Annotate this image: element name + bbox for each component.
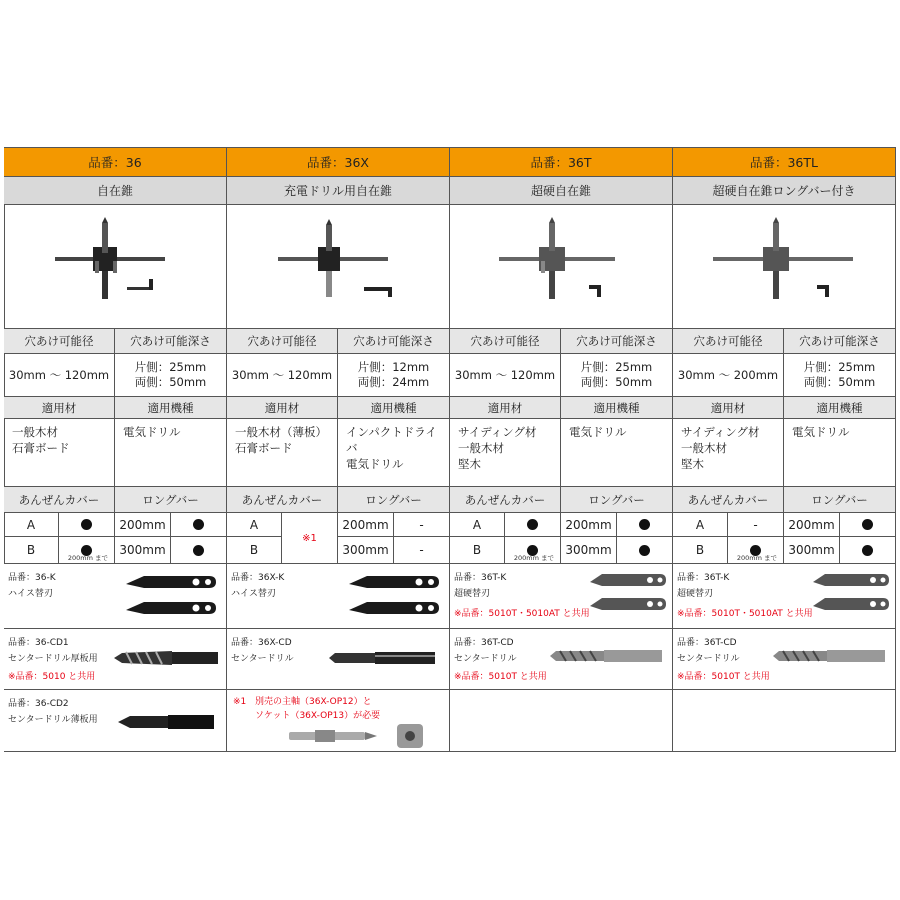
- bar-a: [840, 513, 896, 537]
- blade-part: [450, 564, 673, 629]
- bar-b: [840, 537, 896, 564]
- product-image: [450, 205, 673, 329]
- bar-label: ロングバー: [561, 487, 673, 513]
- diameter-label: 穴あけ可能径: [673, 329, 784, 354]
- blade-code: 品番：36T-K: [454, 573, 507, 583]
- machine-label: 適用機種: [784, 397, 896, 419]
- machine-value: 電気ドリル: [784, 419, 896, 487]
- blade-image: [347, 570, 442, 622]
- depth-value: 片側：12mm 両側：24mm: [338, 354, 450, 397]
- cover-label: あんぜんカバー: [450, 487, 561, 513]
- product-name: 超硬自在錐ロングバー付き: [673, 177, 896, 205]
- model-header: 品番：36X: [227, 148, 450, 177]
- center-drill-image: [112, 647, 220, 669]
- cover-label: あんぜんカバー: [227, 487, 338, 513]
- yes-dot: [639, 519, 650, 530]
- center-drill-note: ※品番：5010T と共用: [677, 672, 770, 682]
- row-a-label: A: [450, 513, 505, 537]
- diameter-label: 穴あけ可能径: [450, 329, 561, 354]
- cover-label: あんぜんカバー: [4, 487, 115, 513]
- center-drill-name: センタードリル: [231, 654, 294, 664]
- yes-dot: [639, 545, 650, 556]
- extra-note-1: 別売の主軸（36X-OP12）と: [255, 697, 372, 707]
- bar-b: [171, 537, 227, 564]
- material-label: 適用材: [4, 397, 115, 419]
- depth-label: 穴あけ可能深さ: [561, 329, 673, 354]
- empty-part: [450, 690, 673, 752]
- cover-b: [728, 537, 784, 564]
- bar-b-length: 300mm: [784, 537, 840, 564]
- bar-a: -: [394, 513, 450, 537]
- diameter-label: 穴あけ可能径: [4, 329, 115, 354]
- center-drill-name: センタードリル厚板用: [8, 654, 98, 664]
- bar-a-length: 200mm: [784, 513, 840, 537]
- material-value: 一般木材（薄板） 石膏ボード: [227, 419, 338, 487]
- blade-name: 超硬替刃: [677, 589, 714, 599]
- row-b-label: B: [227, 537, 282, 564]
- depth-value: 片側：25mm 両側：50mm: [784, 354, 896, 397]
- blade-note: ※品番：5010T・5010AT と共用: [677, 609, 813, 619]
- diameter-value: 30mm 〜 120mm: [4, 354, 115, 397]
- row-a-label: A: [673, 513, 728, 537]
- machine-label: 適用機種: [561, 397, 673, 419]
- bar-a-length: 200mm: [115, 513, 171, 537]
- cover-b-note: 200mm まで: [67, 554, 108, 562]
- center-drill-image: [548, 645, 664, 667]
- center-drill-code: 品番：36T-CD: [454, 638, 514, 648]
- yes-dot: [193, 519, 204, 530]
- center-drill-part: [4, 629, 227, 690]
- cover-label: あんぜんカバー: [673, 487, 784, 513]
- product-image: [227, 205, 450, 329]
- blade-code: 品番：36T-K: [677, 573, 730, 583]
- depth-label: 穴あけ可能深さ: [338, 329, 450, 354]
- yes-dot: [193, 545, 204, 556]
- bar-label: ロングバー: [115, 487, 227, 513]
- empty-part: [673, 690, 896, 752]
- blade-part: [4, 564, 227, 629]
- depth-label: 穴あけ可能深さ: [784, 329, 896, 354]
- row-b-label: B: [450, 537, 505, 564]
- extra-code: 品番：36-CD2: [8, 699, 69, 709]
- bar-b: [617, 537, 673, 564]
- extra-name: センタードリル薄板用: [8, 715, 98, 725]
- shaft-socket-image: [285, 722, 445, 750]
- bar-a: [617, 513, 673, 537]
- diameter-value: 30mm 〜 120mm: [227, 354, 338, 397]
- diameter-label: 穴あけ可能径: [227, 329, 338, 354]
- blade-name: ハイス替刃: [8, 589, 53, 599]
- machine-value: インパクトドライバ 電気ドリル: [338, 419, 450, 487]
- row-a-label: A: [4, 513, 59, 537]
- hole-cutter-image: [45, 217, 185, 317]
- center-drill-image: [771, 645, 887, 667]
- yes-dot: [527, 519, 538, 530]
- bar-b: -: [394, 537, 450, 564]
- material-value: サイディング材 一般木材 堅木: [673, 419, 784, 487]
- bar-a: [171, 513, 227, 537]
- blade-code: 品番：36-K: [8, 573, 56, 583]
- product-image: [4, 205, 227, 329]
- product-name: 充電ドリル用自在錐: [227, 177, 450, 205]
- depth-label: 穴あけ可能深さ: [115, 329, 227, 354]
- model-header: 品番：36T: [450, 148, 673, 177]
- cover-b: [59, 537, 115, 564]
- cover-merged-note: ※1: [282, 513, 338, 564]
- product-image: [673, 205, 896, 329]
- depth-value: 片側：25mm 両側：50mm: [115, 354, 227, 397]
- model-header: 品番：36TL: [673, 148, 896, 177]
- center-drill-note: ※品番：5010T と共用: [454, 672, 547, 682]
- extra-part: [4, 690, 227, 752]
- bar-b-length: 300mm: [561, 537, 617, 564]
- center-drill-code: 品番：36X-CD: [231, 638, 292, 648]
- diameter-value: 30mm 〜 120mm: [450, 354, 561, 397]
- yes-dot: [862, 545, 873, 556]
- hole-cutter-image: [709, 217, 859, 317]
- row-b-label: B: [673, 537, 728, 564]
- cover-b-note: 200mm まで: [736, 554, 777, 562]
- center-drill-part: [450, 629, 673, 690]
- blade-image: [588, 570, 668, 616]
- blade-name: ハイス替刃: [231, 589, 276, 599]
- cover-b-note: 200mm まで: [513, 554, 554, 562]
- machine-label: 適用機種: [115, 397, 227, 419]
- machine-value: 電気ドリル: [561, 419, 673, 487]
- machine-value: 電気ドリル: [115, 419, 227, 487]
- bar-a-length: 200mm: [338, 513, 394, 537]
- material-value: 一般木材 石膏ボード: [4, 419, 115, 487]
- blade-name: 超硬替刃: [454, 589, 491, 599]
- hole-cutter-image: [491, 217, 631, 317]
- center-drill-code: 品番：36T-CD: [677, 638, 737, 648]
- extra-note-2: ソケット（36X-OP13）が必要: [255, 711, 381, 721]
- material-label: 適用材: [673, 397, 784, 419]
- extra-part: [227, 690, 450, 752]
- hole-cutter-image: [268, 217, 408, 317]
- material-value: サイディング材 一般木材 堅木: [450, 419, 561, 487]
- blade-image: [124, 570, 219, 622]
- bar-a-length: 200mm: [561, 513, 617, 537]
- machine-label: 適用機種: [338, 397, 450, 419]
- product-name: 超硬自在錐: [450, 177, 673, 205]
- cover-a: [59, 513, 115, 537]
- material-label: 適用材: [227, 397, 338, 419]
- depth-value: 片側：25mm 両側：50mm: [561, 354, 673, 397]
- center-drill-code: 品番：36-CD1: [8, 638, 69, 648]
- product-name: 自在錐: [4, 177, 227, 205]
- center-drill-part: [227, 629, 450, 690]
- cover-a: -: [728, 513, 784, 537]
- blade-note: ※品番：5010T・5010AT と共用: [454, 609, 590, 619]
- center-drill-note: ※品番：5010 と共用: [8, 672, 96, 682]
- row-b-label: B: [4, 537, 59, 564]
- center-drill-image: [327, 647, 437, 669]
- bar-b-length: 300mm: [115, 537, 171, 564]
- bar-label: ロングバー: [338, 487, 450, 513]
- cover-a: [505, 513, 561, 537]
- center-drill-part: [673, 629, 896, 690]
- blade-image: [811, 570, 891, 616]
- yes-dot: [862, 519, 873, 530]
- yes-dot: [81, 519, 92, 530]
- diameter-value: 30mm 〜 200mm: [673, 354, 784, 397]
- blade-part: [673, 564, 896, 629]
- material-label: 適用材: [450, 397, 561, 419]
- bar-b-length: 300mm: [338, 537, 394, 564]
- blade-code: 品番：36X-K: [231, 573, 285, 583]
- blade-part: [227, 564, 450, 629]
- model-header: 品番：36: [4, 148, 227, 177]
- extra-mark: ※1: [233, 697, 247, 707]
- row-a-label: A: [227, 513, 282, 537]
- cover-b: [505, 537, 561, 564]
- center-drill-name: センタードリル: [454, 654, 517, 664]
- bar-label: ロングバー: [784, 487, 896, 513]
- thin-center-drill-image: [116, 712, 216, 732]
- center-drill-name: センタードリル: [677, 654, 740, 664]
